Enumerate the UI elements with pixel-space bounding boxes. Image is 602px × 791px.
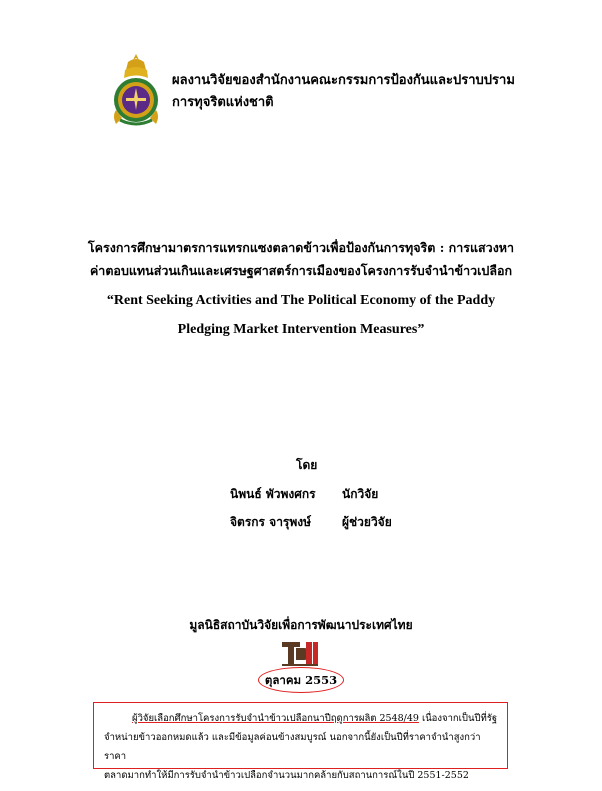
note-box — [93, 702, 508, 781]
author-name: จิตรกร จารุพงษ์ — [230, 515, 312, 529]
header-line-1: ผลงานวิจัยของสำนักงานคณะกรรมการป้องกันและปราบปราม — [172, 73, 515, 88]
by-label: โดย — [296, 458, 318, 472]
author-row — [230, 513, 392, 532]
publisher-header — [172, 70, 515, 114]
note-line-1-rest: เนื่องจากเป็นปีที่รัฐ — [418, 713, 498, 724]
note-line-1 — [104, 709, 499, 728]
note-underlined-text: ผู้วิจัยเลือกศึกษาโครงการรับจำนำข้าวเปลือกนาปีฤดูการผลิต 2548/49 — [132, 713, 419, 724]
publication-date: ตุลาคม 2553 — [264, 673, 338, 687]
title-th-line-1: โครงการศึกษามาตรการแทรกแซงตลาดข้าวเพื่อป้องกันการทุจริต : การแสวงหา — [87, 240, 515, 255]
author-name: นิพนธ์ พัวพงศกร — [230, 487, 316, 501]
organization-name: มูลนิธิสถาบันวิจัยเพื่อการพัฒนาประเทศไทย — [189, 618, 413, 632]
date-annotation — [258, 667, 344, 693]
author-role: ผู้ช่วยวิจัย — [342, 515, 392, 529]
report-title — [40, 236, 562, 344]
note-line-3: ตลาดมากทำให้มีการรับจำนำข้าวเปลือกจำนวนมากคล้ายกับสถานการณ์ในปี 2551-2552 — [104, 770, 469, 781]
author-role: นักวิจัย — [342, 487, 379, 501]
note-line-2: จำหน่ายข้าวออกหมดแล้ว และมีข้อมูลค่อนข้างสมบูรณ์ นอกจากนี้ยังเป็นปีที่ราคาจำนำสูงกว่าราคา — [104, 732, 481, 762]
title-th-line-2: ค่าตอบแทนส่วนเกินและเศรษฐศาสตร์การเมืองของโครงการรับจำนำข้าวเปลือก — [89, 263, 513, 278]
title-en-line-2: Pledging Market Intervention Measures” — [177, 322, 425, 337]
title-en-line-1: “Rent Seeking Activities and The Political Economy of the Paddy — [106, 293, 496, 308]
header-line-2: การทุจริตแห่งชาติ — [172, 95, 274, 110]
author-row — [230, 485, 379, 504]
nacc-seal-logo — [108, 52, 164, 128]
tdri-logo — [280, 638, 320, 668]
